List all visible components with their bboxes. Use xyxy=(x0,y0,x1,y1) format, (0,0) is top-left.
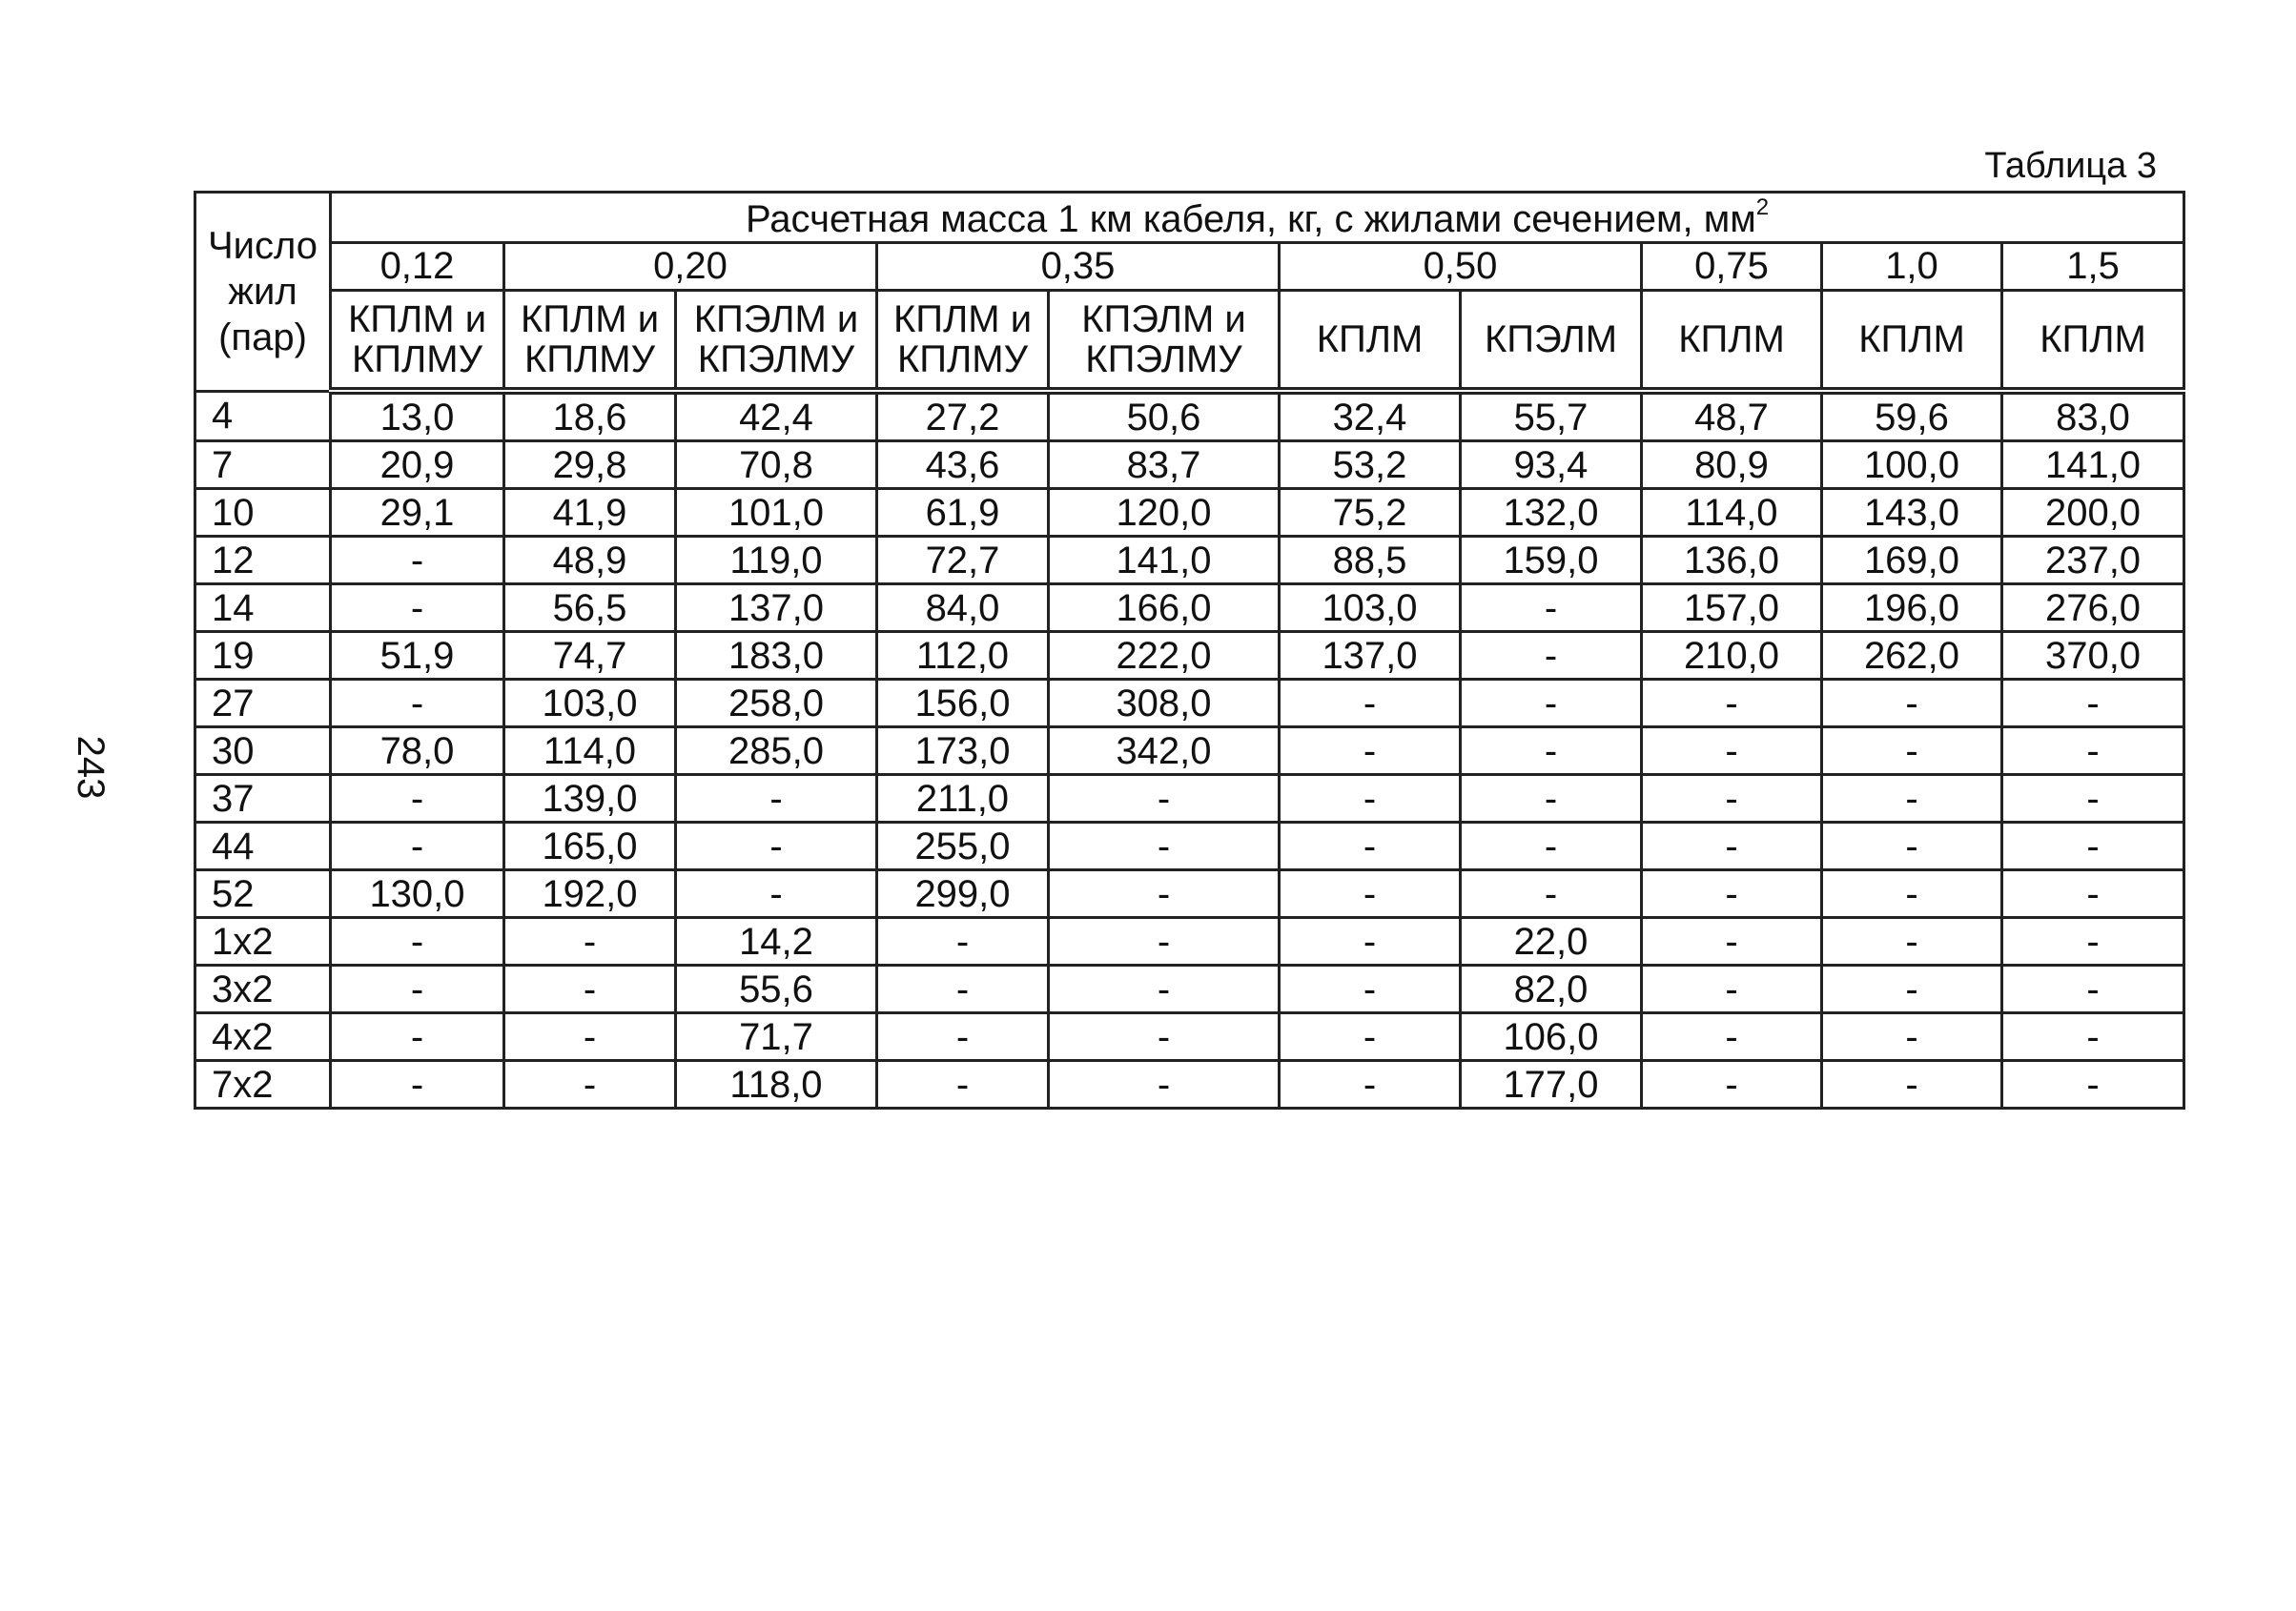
table-cell: - xyxy=(1822,680,2002,727)
table-cell: 258,0 xyxy=(676,680,877,727)
table-cell: - xyxy=(1642,966,1822,1013)
brand-header xyxy=(877,291,1049,392)
table-cell: - xyxy=(877,918,1049,966)
table-caption: Таблица 3 xyxy=(1984,146,2157,186)
table-cell: 137,0 xyxy=(1280,632,1461,680)
table-cell: 141,0 xyxy=(1049,537,1280,584)
table-cell: - xyxy=(1461,727,1642,775)
header-row-brands xyxy=(195,291,2184,392)
table-cell: 84,0 xyxy=(877,584,1049,632)
table-cell: 139,0 xyxy=(504,775,676,823)
brand-header-line: КПЭЛМУ xyxy=(697,338,855,380)
table-cell: 32,4 xyxy=(1280,391,1461,441)
section-header: 1,0 xyxy=(1822,243,2002,291)
table-cell: 276,0 xyxy=(2002,584,2184,632)
table-cell: 169,0 xyxy=(1822,537,2002,584)
table-row xyxy=(195,870,2184,918)
table-cell: - xyxy=(2002,775,2184,823)
table-cell: 50,6 xyxy=(1049,391,1280,441)
row-label-cell: 1x2 xyxy=(195,918,331,966)
table-cell: - xyxy=(877,1061,1049,1109)
table-cell: 114,0 xyxy=(504,727,676,775)
table-cell: - xyxy=(1642,775,1822,823)
table-cell: 308,0 xyxy=(1049,680,1280,727)
brand-header-line: КПЛМУ xyxy=(523,338,656,380)
table-cell: - xyxy=(504,1013,676,1061)
header-row-main xyxy=(195,193,2184,243)
section-header: 1,5 xyxy=(2002,243,2184,291)
row-label-cell: 44 xyxy=(195,823,331,870)
table-cell: - xyxy=(1280,823,1461,870)
table-cell: 370,0 xyxy=(2002,632,2184,680)
table-cell: - xyxy=(1461,632,1642,680)
table-cell: - xyxy=(1642,918,1822,966)
table-cell: - xyxy=(1642,1013,1822,1061)
table-cell: 159,0 xyxy=(1461,537,1642,584)
table-cell: 130,0 xyxy=(331,870,504,918)
table-body xyxy=(195,391,2184,1109)
table-cell: - xyxy=(1461,823,1642,870)
table-cell: - xyxy=(331,966,504,1013)
brand-header-line: КПЭЛМУ xyxy=(1085,338,1242,380)
table-cell: - xyxy=(1049,1061,1280,1109)
table-cell: - xyxy=(1642,870,1822,918)
row-label-cell: 7x2 xyxy=(195,1061,331,1109)
table-cell: 103,0 xyxy=(504,680,676,727)
table-cell: - xyxy=(1822,775,2002,823)
table-cell: 157,0 xyxy=(1642,584,1822,632)
table-cell: - xyxy=(1642,1061,1822,1109)
brand-header-line: КПЛМ xyxy=(1858,317,1965,360)
table-cell: 55,6 xyxy=(676,966,877,1013)
brand-header xyxy=(1280,291,1461,392)
table-cell: - xyxy=(1822,966,2002,1013)
table-cell: - xyxy=(1461,680,1642,727)
table-cell: 166,0 xyxy=(1049,584,1280,632)
brand-header-line: КПЭЛМ и xyxy=(693,297,859,340)
table-cell: 80,9 xyxy=(1642,441,1822,489)
table-cell: - xyxy=(2002,918,2184,966)
table-cell: 70,8 xyxy=(676,441,877,489)
table-cell: 93,4 xyxy=(1461,441,1642,489)
row-label-cell: 12 xyxy=(195,537,331,584)
table-cell: 18,6 xyxy=(504,391,676,441)
brand-header xyxy=(1049,291,1280,392)
table-cell: 299,0 xyxy=(877,870,1049,918)
table-cell: 137,0 xyxy=(676,584,877,632)
table-cell: 48,9 xyxy=(504,537,676,584)
table-cell: 132,0 xyxy=(1461,489,1642,537)
table-cell: 222,0 xyxy=(1049,632,1280,680)
table-row xyxy=(195,680,2184,727)
table-cell: - xyxy=(1461,775,1642,823)
table-cell: 74,7 xyxy=(504,632,676,680)
table-row xyxy=(195,441,2184,489)
row-label-cell: 4 xyxy=(195,391,331,441)
table-cell: - xyxy=(1461,584,1642,632)
table-cell: - xyxy=(877,1013,1049,1061)
table-cell: - xyxy=(331,1013,504,1061)
table-row xyxy=(195,537,2184,584)
table-cell: 156,0 xyxy=(877,680,1049,727)
section-header: 0,20 xyxy=(504,243,877,291)
table-cell: - xyxy=(1049,823,1280,870)
main-header-text: Расчетная масса 1 км кабеля, кг, с жилами сечением, мм xyxy=(745,197,1756,240)
table-cell: - xyxy=(1642,727,1822,775)
table-cell: 211,0 xyxy=(877,775,1049,823)
table-cell: 55,7 xyxy=(1461,391,1642,441)
table-cell: 20,9 xyxy=(331,441,504,489)
table-cell: - xyxy=(1822,870,2002,918)
table-cell: - xyxy=(1642,823,1822,870)
table-cell: 210,0 xyxy=(1642,632,1822,680)
table-cell: 285,0 xyxy=(676,727,877,775)
brand-header-line: КПЭЛМ xyxy=(1484,317,1618,360)
table-cell: - xyxy=(1049,775,1280,823)
table-cell: - xyxy=(1049,918,1280,966)
table-cell: - xyxy=(1280,870,1461,918)
table-row xyxy=(195,391,2184,441)
table-cell: 342,0 xyxy=(1049,727,1280,775)
table-cell: 183,0 xyxy=(676,632,877,680)
table-cell: - xyxy=(1049,870,1280,918)
table-cell: 136,0 xyxy=(1642,537,1822,584)
table-cell: - xyxy=(2002,680,2184,727)
brand-header xyxy=(676,291,877,392)
table-cell: - xyxy=(1049,966,1280,1013)
table-cell: 29,1 xyxy=(331,489,504,537)
row-label-cell: 30 xyxy=(195,727,331,775)
table-cell: - xyxy=(1280,727,1461,775)
table-cell: - xyxy=(2002,823,2184,870)
table-cell: 13,0 xyxy=(331,391,504,441)
table-cell: 120,0 xyxy=(1049,489,1280,537)
brand-header xyxy=(1822,291,2002,392)
brand-header xyxy=(331,291,504,392)
table-cell: - xyxy=(676,775,877,823)
brand-header xyxy=(1642,291,1822,392)
table-row xyxy=(195,489,2184,537)
table-cell: 88,5 xyxy=(1280,537,1461,584)
row-label-cell: 3x2 xyxy=(195,966,331,1013)
section-header: 0,12 xyxy=(331,243,504,291)
table-cell: 262,0 xyxy=(1822,632,2002,680)
header-row-sections xyxy=(195,243,2184,291)
table-cell: 196,0 xyxy=(1822,584,2002,632)
table-cell: 192,0 xyxy=(504,870,676,918)
table-cell: - xyxy=(1280,918,1461,966)
corner-header-line: (пар) xyxy=(218,316,307,358)
table-cell: - xyxy=(1280,966,1461,1013)
table-row xyxy=(195,584,2184,632)
table-cell: - xyxy=(2002,1013,2184,1061)
row-label-cell: 52 xyxy=(195,870,331,918)
table-row xyxy=(195,966,2184,1013)
table-cell: 42,4 xyxy=(676,391,877,441)
table-cell: 165,0 xyxy=(504,823,676,870)
row-label-cell: 14 xyxy=(195,584,331,632)
brand-header-line: КПЛМ xyxy=(1678,317,1785,360)
row-label-cell: 37 xyxy=(195,775,331,823)
row-label-cell: 4x2 xyxy=(195,1013,331,1061)
table-cell: - xyxy=(1280,775,1461,823)
table-row xyxy=(195,918,2184,966)
table-cell: - xyxy=(1822,1013,2002,1061)
table-cell: - xyxy=(2002,966,2184,1013)
corner-header-line: Число xyxy=(207,224,318,267)
table-cell: 101,0 xyxy=(676,489,877,537)
cable-mass-table xyxy=(194,191,2185,1110)
row-label-cell: 7 xyxy=(195,441,331,489)
table-cell: 200,0 xyxy=(2002,489,2184,537)
table-row xyxy=(195,632,2184,680)
brand-header-line: КПЛМ xyxy=(1316,317,1424,360)
table-cell: 118,0 xyxy=(676,1061,877,1109)
table-cell: 83,7 xyxy=(1049,441,1280,489)
table-cell: 100,0 xyxy=(1822,441,2002,489)
corner-header-line: жил xyxy=(228,270,297,313)
brand-header xyxy=(2002,291,2184,392)
section-header: 0,75 xyxy=(1642,243,1822,291)
table-cell: - xyxy=(1049,1013,1280,1061)
table-cell: 71,7 xyxy=(676,1013,877,1061)
table-cell: 78,0 xyxy=(331,727,504,775)
section-header: 0,50 xyxy=(1280,243,1642,291)
table-cell: 83,0 xyxy=(2002,391,2184,441)
corner-header xyxy=(195,193,331,392)
table-cell: - xyxy=(331,584,504,632)
table-cell: - xyxy=(331,680,504,727)
table-cell: - xyxy=(1822,727,2002,775)
table-cell: 72,7 xyxy=(877,537,1049,584)
row-label-cell: 19 xyxy=(195,632,331,680)
brand-header-line: КПЭЛМ и xyxy=(1081,297,1246,340)
brand-header-line: КПЛМ xyxy=(2040,317,2146,360)
table-row xyxy=(195,727,2184,775)
table-cell: - xyxy=(1822,918,2002,966)
table-cell: - xyxy=(331,775,504,823)
brand-header xyxy=(1461,291,1642,392)
table-cell: 22,0 xyxy=(1461,918,1642,966)
table-cell: - xyxy=(1822,823,2002,870)
section-header: 0,35 xyxy=(877,243,1280,291)
table-cell: - xyxy=(676,870,877,918)
table-cell: 41,9 xyxy=(504,489,676,537)
table-cell: - xyxy=(676,823,877,870)
brand-header-line: КПЛМ и xyxy=(520,297,660,340)
table-cell: - xyxy=(504,918,676,966)
table-cell: 255,0 xyxy=(877,823,1049,870)
table-cell: - xyxy=(2002,727,2184,775)
table-cell: 27,2 xyxy=(877,391,1049,441)
brand-header-line: КПЛМ и xyxy=(892,297,1033,340)
table-cell: - xyxy=(331,537,504,584)
brand-header xyxy=(504,291,676,392)
table-row xyxy=(195,823,2184,870)
brand-header-line: КПЛМ и xyxy=(347,297,487,340)
table-cell: - xyxy=(2002,870,2184,918)
table-cell: 14,2 xyxy=(676,918,877,966)
brand-header-line: КПЛМУ xyxy=(351,338,483,380)
table-cell: - xyxy=(504,1061,676,1109)
table-cell: 141,0 xyxy=(2002,441,2184,489)
table-cell: 75,2 xyxy=(1280,489,1461,537)
table-cell: - xyxy=(2002,1061,2184,1109)
table-cell: 51,9 xyxy=(331,632,504,680)
table-cell: 106,0 xyxy=(1461,1013,1642,1061)
table-cell: 103,0 xyxy=(1280,584,1461,632)
table-cell: 143,0 xyxy=(1822,489,2002,537)
table-cell: - xyxy=(331,1061,504,1109)
table-cell: - xyxy=(1642,680,1822,727)
table-cell: 59,6 xyxy=(1822,391,2002,441)
table-cell: 29,8 xyxy=(504,441,676,489)
table-cell: - xyxy=(877,966,1049,1013)
table-cell: 177,0 xyxy=(1461,1061,1642,1109)
table-cell: 112,0 xyxy=(877,632,1049,680)
table-cell: - xyxy=(504,966,676,1013)
row-label-cell: 27 xyxy=(195,680,331,727)
table-row xyxy=(195,1061,2184,1109)
table-cell: 53,2 xyxy=(1280,441,1461,489)
table-cell: - xyxy=(1280,680,1461,727)
table-cell: 43,6 xyxy=(877,441,1049,489)
table-cell: 119,0 xyxy=(676,537,877,584)
table-row xyxy=(195,775,2184,823)
row-label-cell: 10 xyxy=(195,489,331,537)
table-row xyxy=(195,1013,2184,1061)
table-cell: 48,7 xyxy=(1642,391,1822,441)
table-cell: - xyxy=(1461,870,1642,918)
table-cell: 173,0 xyxy=(877,727,1049,775)
page-number: 243 xyxy=(70,735,112,800)
table-cell: 82,0 xyxy=(1461,966,1642,1013)
table-cell: 114,0 xyxy=(1642,489,1822,537)
table-cell: 61,9 xyxy=(877,489,1049,537)
table-cell: - xyxy=(331,823,504,870)
main-header xyxy=(331,193,2184,243)
table-cell: - xyxy=(1280,1013,1461,1061)
table-cell: - xyxy=(1822,1061,2002,1109)
table-cell: 56,5 xyxy=(504,584,676,632)
table-cell: - xyxy=(331,918,504,966)
main-header-superscript: 2 xyxy=(1755,194,1770,220)
table-cell: - xyxy=(1280,1061,1461,1109)
table-cell: 237,0 xyxy=(2002,537,2184,584)
brand-header-line: КПЛМУ xyxy=(896,338,1029,380)
